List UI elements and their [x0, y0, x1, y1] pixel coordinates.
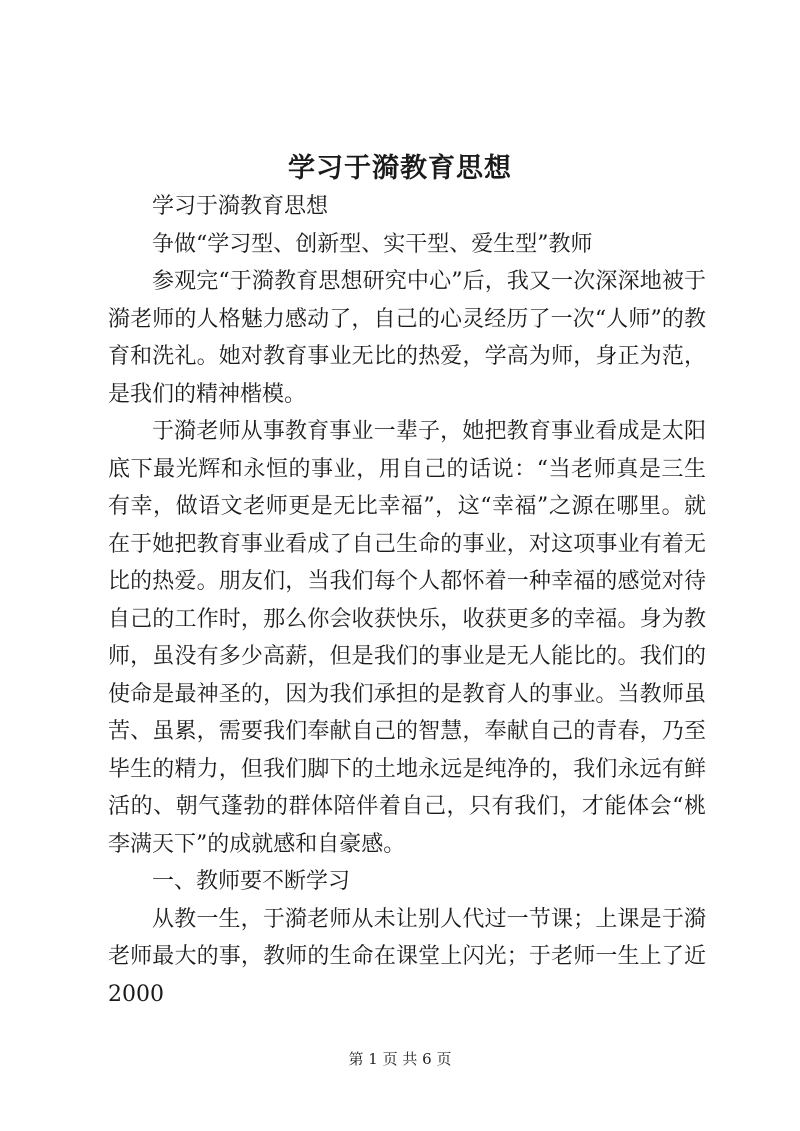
- paragraph-career: 于漪老师从事教育事业一辈子，她把教育事业看成是太阳底下最光辉和永恒的事业，用自己的话说：“当老师真是三生有幸，做语文老师更是无比幸福”，这“幸福”之源在哪里。就在于她把教育事业看成了自己生命的事业，对这项事业有着无比的热爱。朋友们，当我们每个人都怀着一种幸福的感觉对待自己的工作时，那么你会收获快乐，收获更多的幸福。身为教师，虽没有多少高薪，但是我们的事业是无人能比的。我们的使命是最神圣的，因为我们承担的是教育人的事业。当教师虽苦、虽累，需要我们奉献自己的智慧，奉献自己的青春，乃至毕生的精力，但我们脚下的土地永远是纯净的，我们永远有鲜活的、朝气蓬勃的群体陪伴着自己，只有我们，才能体会“桃李满天下”的成就感和自豪感。: [108, 419, 706, 857]
- section-heading: 一、教师要不断学习: [152, 869, 351, 894]
- paragraph-slogan: 争做“学习型、创新型、实干型、爱生型”教师: [152, 231, 593, 257]
- document-title: 学习于漪教育思想: [288, 153, 512, 184]
- document-body: [108, 188, 706, 1013]
- paragraph-teaching: 从教一生，于漪老师从未让别人代过一节课；上课是于漪老师最大的事，教师的生命在课堂上闪光；于老师一生上了近2000: [108, 906, 706, 1007]
- page-number: 第 1 页 共 6 页: [348, 1050, 452, 1068]
- paragraph-visit: 参观完“于漪教育思想研究中心”后，我又一次深深地被于漪老师的人格魅力感动了，自己的心灵经历了一次“人师”的教育和洗礼。她对教育事业无比的热爱，学高为师，身正为范，是我们的精神楷模。: [108, 269, 706, 407]
- paragraph-subtitle: 学习于漪教育思想: [152, 194, 329, 219]
